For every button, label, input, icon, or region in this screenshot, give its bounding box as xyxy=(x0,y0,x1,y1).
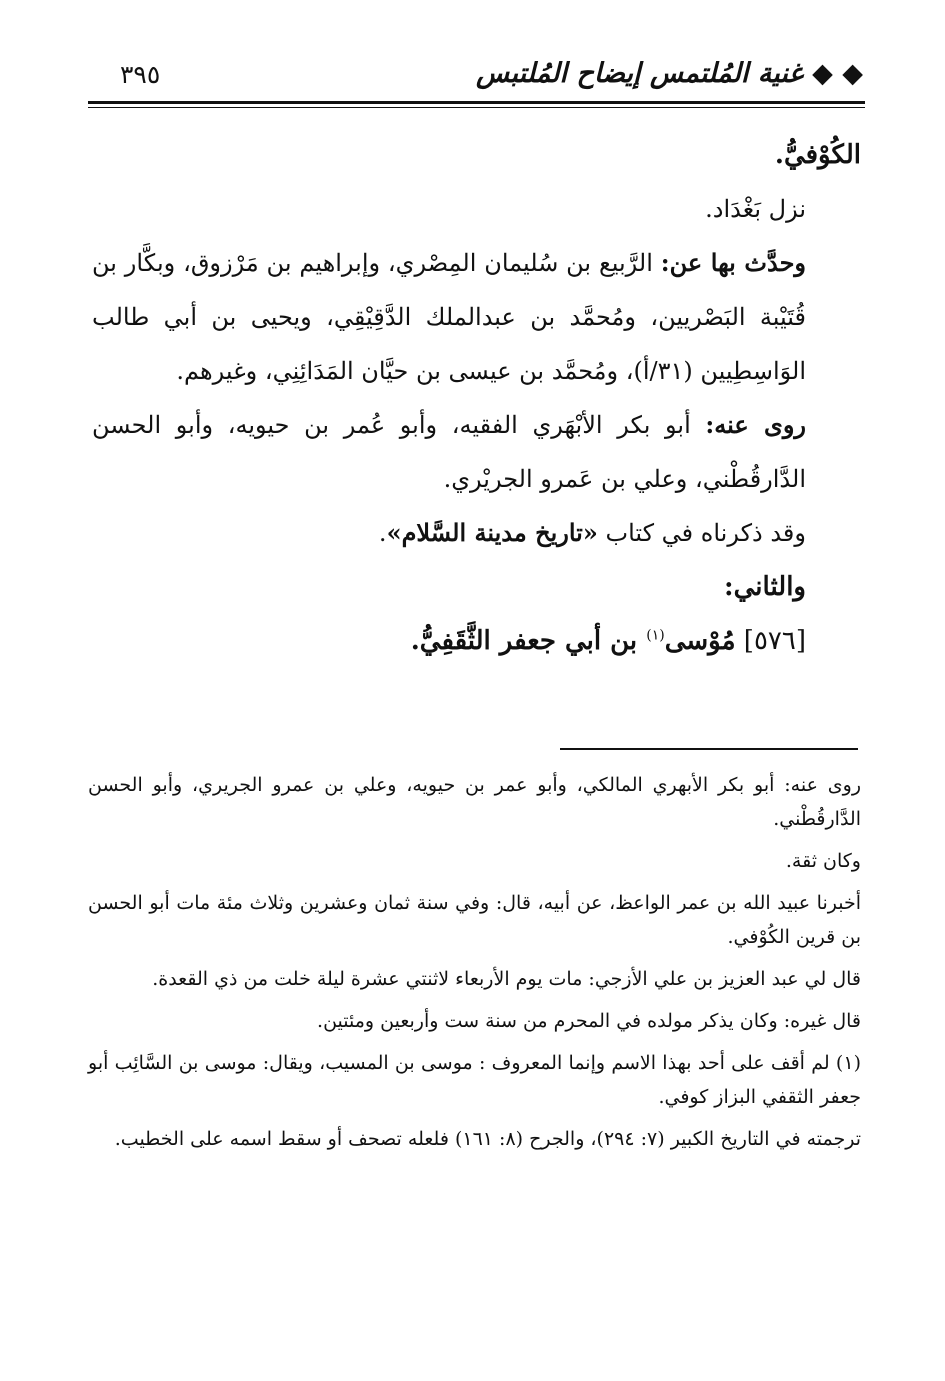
rawa-text: أبو بكر الأبْهَري الفقيه، وأبو عُمر بن حيويه، وأبو الحسن الدَّارقُطْني، وعلي بن عَمرو الجريْري. xyxy=(92,411,806,493)
entry-rest: بن أبي جعفر الثَّقَفِيُّ. xyxy=(410,626,647,656)
header-rule-thin xyxy=(88,107,865,108)
page-number: ٣٩٥ xyxy=(120,60,161,89)
footnote-line: وكان ثقة. xyxy=(785,850,861,872)
haddatha-label: وحدَّث بها عن: xyxy=(660,248,807,277)
page-header xyxy=(90,58,863,98)
header-rule-thick xyxy=(88,101,865,104)
entry-number: [٥٧٦] xyxy=(743,626,806,656)
rawa-label: روى عنه: xyxy=(705,410,807,439)
footnote-ref: (١) xyxy=(646,627,665,644)
footnote-rule xyxy=(560,748,858,750)
book-title: «تاريخ مدينة السَّلام» xyxy=(386,518,598,547)
footnote-line: (١) لم أقف على أحد بهذا الاسم وإنما المعروف : موسى بن المسيب، ويقال: موسى بن السَّائِب أبو جعفر الثقفي البزاز كوفي. xyxy=(88,1052,861,1108)
footnote-line: قال لي عبد العزيز بن علي الأزجي: مات يوم الأربعاء لاثنتي عشرة ليلة خلت من ذي القعدة. xyxy=(152,968,861,990)
haddatha-paragraph xyxy=(92,236,861,398)
main-text xyxy=(92,128,861,668)
footnote-line: ترجمته في التاريخ الكبير (٧: ٢٩٤)، والجرح (٨: ١٦١) فلعله تصحف أو سقط اسمه على الخطيب. xyxy=(114,1128,861,1150)
footnotes xyxy=(88,768,861,1164)
footnote-line: قال غيره: وكان يذكر مولده في المحرم من سنة ست وأربعين ومئتين. xyxy=(317,1010,861,1032)
rawa-paragraph xyxy=(92,398,861,506)
thani-label: والثاني: xyxy=(724,572,806,602)
dhakarnahu-suffix: . xyxy=(378,519,387,547)
running-title: ◆ ◆ غنية المُلتمس إيضاح المُلتبس xyxy=(476,58,863,89)
kufi-line: الكُوْفيُّ. xyxy=(774,140,861,170)
dhakarnahu-paragraph xyxy=(92,506,861,560)
nazala-line: نزل بَغْدَاد. xyxy=(705,195,806,223)
entry-name: مُوْسى xyxy=(664,626,736,656)
footnote-line: روى عنه: أبو بكر الأبهري المالكي، وأبو عمر بن حيويه، وعلي بن عمرو الجريري، وأبو الحسن الدَّارقُطْني. xyxy=(88,774,861,830)
haddatha-text: الرَّبيع بن سُليمان المِصْري، وإبراهيم بن مَرْزوق، وبكَّار بن قُتَيْبة البَصْريين، ومُحمَّد بن عبدالملك الدَّقِيْقِي، ويحيى بن أبي طالب الوَاسِطِيين (٣١/أ)، ومُحمَّد بن عيسى بن حيَّان المَدَائِنِي، وغيرهم. xyxy=(92,249,806,385)
footnote-line: أخبرنا عبيد الله بن عمر الواعظ، عن أبيه، قال: وفي سنة ثمان وعشرين وثلاث مئة مات أبو الحسن بن قرين الكُوْفي. xyxy=(88,892,861,948)
entry-heading xyxy=(92,614,861,668)
dhakarnahu-prefix: وقد ذكرناه في كتاب xyxy=(597,519,806,547)
